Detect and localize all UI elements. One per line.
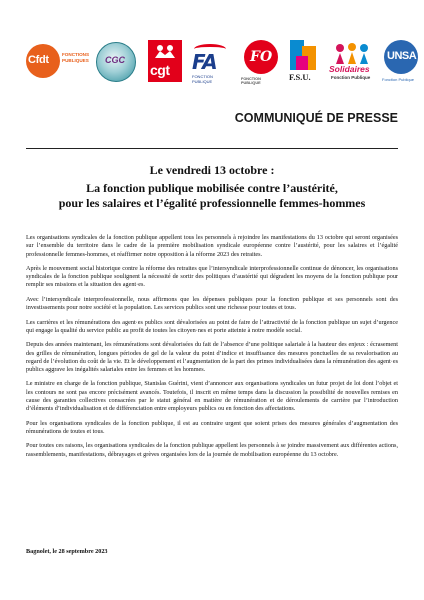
press-release-title: [26, 181, 398, 211]
press-release-body: [26, 234, 398, 465]
unsa-logo-subtitle: Fonction Publique: [382, 77, 415, 82]
solidaires-logo: [328, 40, 376, 84]
cgt-logo: [144, 40, 184, 84]
title-line: La fonction publique mobilisée contre l’austérité,: [86, 181, 338, 195]
cgc-logo-name: CGC: [105, 55, 125, 65]
cgt-logo-name: cgt: [150, 62, 170, 78]
body-paragraph: Pour les organisations syndicales de la fonction publique, il est au contraire urgent que soient prises des mesures générales d’augmentation des rémunérations de toutes et tous.: [26, 419, 398, 435]
cfdt-logo-name: Cfdt: [28, 54, 49, 66]
cfdt-logo-subtitle: [62, 52, 89, 64]
body-paragraph: Après le mouvement social historique contre la réforme des retraites que l’intersyndicale interprofessionnelle continue de dénoncer, les organisations syndicales de la fonction publique soulignent la nécessité de sortir des politiques d’austérité qui dégradent les moyens de la fonction publique pour remplir ses missions et la situation des agent·es.: [26, 264, 398, 289]
fsu-logo: [286, 40, 322, 84]
body-paragraph: Les carrières et les rémunérations des agent·es publics sont dévalorisées au point de faire de l’attractivité de la fonction publique un sujet d’urgence qui engage la qualité du service public au profit de toutes les citoyen·nes et porte atteinte à notre modèle social.: [26, 318, 398, 334]
cfdt-logo-subtitle-line: PUBLIQUES: [62, 58, 89, 63]
fo-logo: [240, 40, 280, 84]
fsu-logo-name: F.S.U.: [289, 72, 311, 82]
fsu-logo-block: [296, 56, 308, 70]
body-paragraph: Depuis des années maintenant, les rémunérations sont dévalorisées du fait de l’absence d’une politique salariale à la hauteur des enjeux : écrasement des grilles de rémunération, longues périodes de gel de la valeur du point d’indice et insuffisance des mesures ponctuelles de sa revalorisation au regard de l’évolution du coût de la vie. Et le développement et l’augmentation de la part des primes individualisées dans la rémunération des agent·es publics aggrave les inégalités salariales entre les femmes et les hommes.: [26, 341, 398, 373]
date-line: Le vendredi 13 octobre :: [149, 163, 275, 177]
body-paragraph: Pour toutes ces raisons, les organisations syndicales de la fonction publique appellent les personnels à se joindre massivement aux différentes actions, rassemblements, manifestations, débrayages et grèves organisées lors de la journée de mobilisation européenne du 13 octobre.: [26, 442, 398, 458]
fo-logo-name: FO: [250, 49, 273, 65]
cgt-logo-figure-icon: [153, 44, 177, 58]
cfdt-logo: [26, 40, 90, 84]
unsa-logo-name: UNSA: [387, 50, 417, 62]
fo-logo-subtitle: FONCTION PUBLIQUE: [241, 77, 261, 85]
signature-place-date: Bagnolet, le 28 septembre 2023: [26, 548, 108, 555]
solidaires-logo-figures-icon: [334, 42, 370, 64]
press-release-label: COMMUNIQUÉ DE PRESSE: [234, 111, 398, 125]
fa-logo-subtitle: FONCTION PUBLIQUE: [192, 74, 213, 84]
cgc-logo: [94, 40, 136, 84]
unsa-logo: [380, 40, 424, 84]
title-line: pour les salaires et l’égalité professionnelle femmes-hommes: [58, 196, 366, 210]
body-paragraph: Avec l’intersyndicale interprofessionnelle, nous affirmons que les dépenses publiques pour la fonction publique et ses personnels sont des investissements pour notre société et la population. Les services publics sont une richesse pour toutes et tous.: [26, 295, 398, 312]
body-paragraph: Les organisations syndicales de la fonction publique appellent tous les personnels à rejoindre les manifestations du 13 octobre qui seront organisées sur l’ensemble du territoire dans le cadre de la première mobilisation syndicale européenne contre l’austérité, pour les salaires et l’égalité professionnelle femmes-hommes, et réaffirmer notre opposition à la réforme 2023 des retraites.: [26, 234, 398, 258]
header-divider: [26, 148, 398, 149]
body-paragraph: Le ministre en charge de la fonction publique, Stanislas Guérini, vient d’annoncer aux organisations syndicales un futur projet de loi dont l’objet et les contours ne sont pas encore précisément avancés. Toutefois, il inscrit en même temps dans la discussion la possibilité de nouvelles remises en cause des garanties collectives consacrées par le statut général en matière de rémunération et de déroulements de carrière par l’introduction d’éléments d’individualisation et de différenciation entre employeurs publics ou en fonction des affectations.: [26, 380, 398, 413]
cfdt-logo-subtitle-line: FONCTIONS: [62, 52, 90, 57]
solidaires-logo-subtitle: Fonction Publique: [331, 75, 371, 80]
fa-logo-name: FA: [192, 50, 217, 74]
solidaires-logo-name: Solidaires: [329, 64, 370, 74]
union-logos-bar: [26, 40, 417, 85]
fa-logo: [190, 40, 230, 84]
